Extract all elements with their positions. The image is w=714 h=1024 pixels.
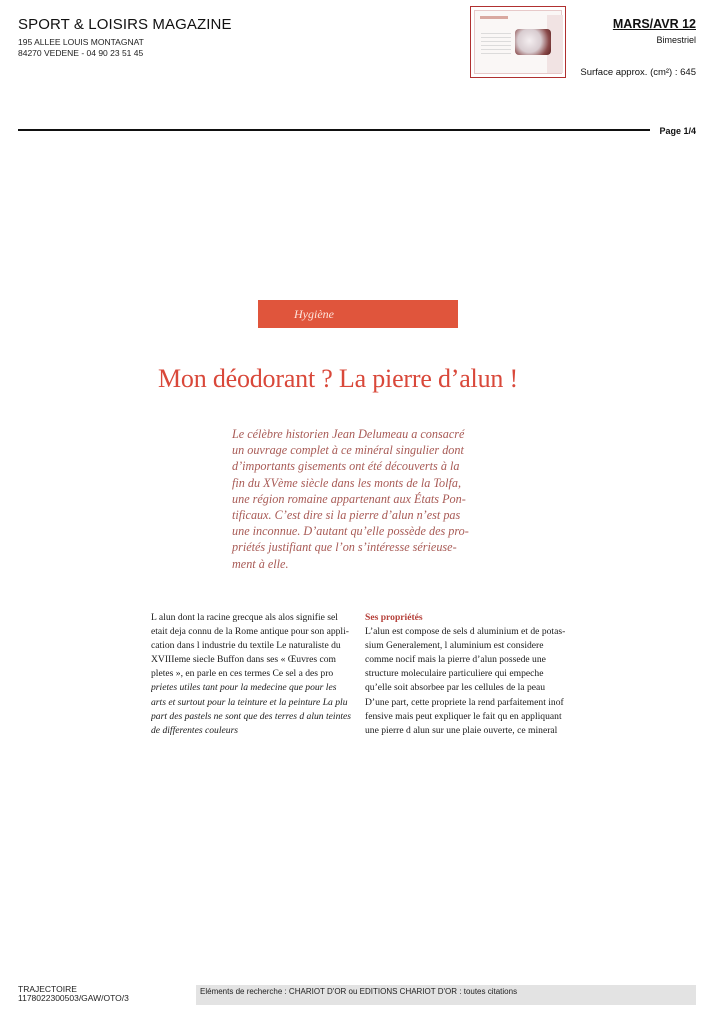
intro-line: une inconnue. D’autant qu’elle possède des pro- [232, 524, 469, 539]
article-intro [232, 426, 482, 572]
footer-source [18, 985, 129, 1003]
body-line: de differentes couleurs [151, 724, 239, 736]
address-line-1: 195 ALLEE LOUIS MONTAGNAT [18, 37, 144, 47]
body-line: L’alun est compose de sels d aluminium et de potas- [365, 626, 566, 638]
body-line: arts et surtout pour la teinture et la peinture La plu [151, 696, 348, 708]
body-line: pletes », en parle en ces termes Ce sel a des pro [151, 668, 334, 680]
issue-date: MARS/AVR 12 [612, 17, 696, 31]
thumbnail-crystal-image [515, 29, 551, 55]
article-thumbnail [470, 6, 566, 78]
body-line: L alun dont la racine grecque als alos signifie sel [151, 612, 338, 623]
body-line: sium Generalement, l aluminium est considere [365, 640, 544, 652]
thumbnail-banner [480, 16, 508, 19]
body-line: D’une part, cette propriete la rend parfaitement inof [365, 696, 564, 708]
search-elements-box [196, 985, 696, 1005]
article-headline: Mon déodorant ? La pierre d’alun ! [158, 364, 518, 393]
body-line: fensive mais peut expliquer le fait qu en appliquant [365, 710, 562, 722]
body-column-2 [365, 611, 570, 738]
address-line-2: 84270 VEDENE - 04 90 23 51 45 [18, 48, 144, 58]
section-label: Hygiène [294, 307, 334, 321]
body-line: etait deja connu de la Rome antique pour son appli- [151, 626, 349, 638]
intro-line: une région romaine appartenant aux États Pon- [232, 491, 466, 506]
body-line: XVIIIeme siecle Buffon dans ses « Œuvres com [151, 654, 336, 666]
thumbnail-page [474, 10, 562, 74]
body-line: prietes utiles tant pour la medecine que pour les [151, 682, 337, 694]
thumbnail-text-lines [481, 33, 511, 55]
body-line: structure moleculaire particuliere qui empeche [365, 668, 544, 680]
body-line: part des pastels ne sont que des terres d alun teintes [151, 710, 352, 722]
header-divider [18, 129, 650, 131]
intro-line: Le célèbre historien Jean Delumeau a consacré [232, 427, 465, 441]
surface-area: Surface approx. (cm²) : 645 [580, 67, 696, 78]
publication-title: SPORT & LOISIRS MAGAZINE [18, 16, 232, 33]
section-banner [258, 300, 458, 328]
footer-source-name: TRAJECTOIRE [18, 984, 77, 994]
intro-line: tificaux. C’est dire si la pierre d’alun n’est pas [232, 508, 461, 523]
footer-source-id: 1178022300503/GAW/OTO/3 [18, 993, 129, 1003]
intro-line: un ouvrage complet à ce minéral singulier dont [232, 443, 464, 458]
issue-frequency: Bimestriel [656, 35, 696, 45]
intro-line: fin du XVème siècle dans les monts de la Tolfa, [232, 475, 462, 490]
column-subheading: Ses propriétés [365, 612, 423, 623]
body-line: qu’elle soit absorbee par les cellules de la peau [365, 682, 546, 694]
page-number: Page 1/4 [659, 126, 696, 136]
intro-line: d’importants gisements ont été découverts à la [232, 459, 460, 474]
body-line: une pierre d alun sur une plaie ouverte, ce mineral [365, 724, 558, 736]
intro-line: ment à elle. [232, 556, 289, 571]
body-line: comme nocif mais la pierre d’alun possede une [365, 654, 546, 666]
search-elements-text: Eléments de recherche : CHARIOT D'OR ou EDITIONS CHARIOT D'OR : toutes citations [200, 987, 518, 996]
body-line: cation dans l industrie du textile Le naturaliste du [151, 640, 341, 652]
body-column-1 [151, 611, 356, 738]
intro-line: priétés justifiant que l’on s’intéresse sérieuse- [232, 540, 457, 555]
